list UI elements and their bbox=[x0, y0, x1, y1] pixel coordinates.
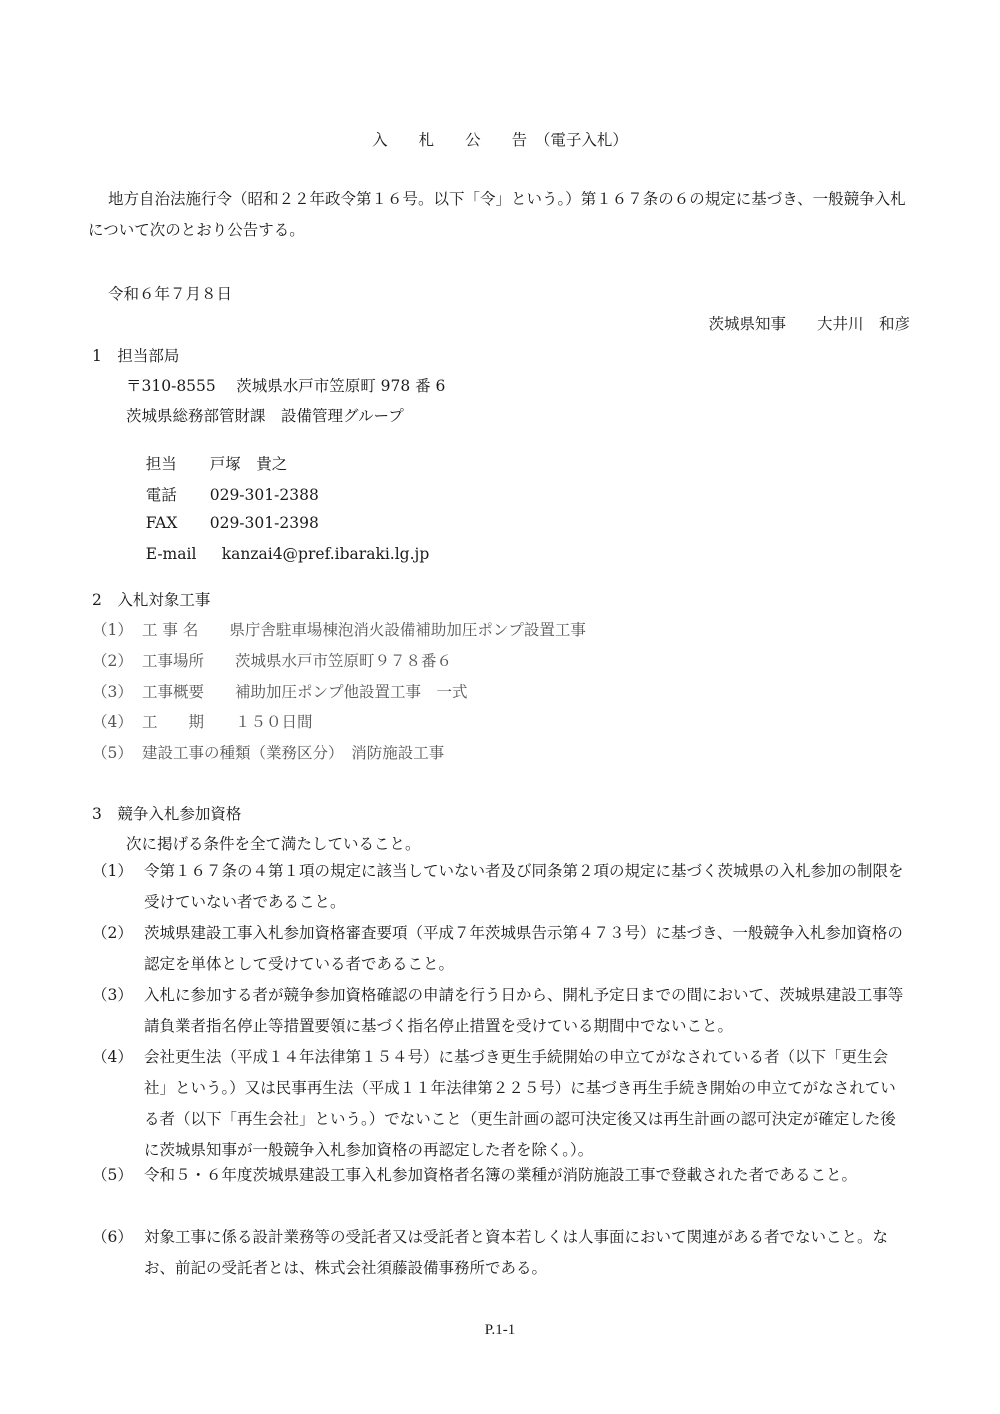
email-label: E-mail bbox=[145, 545, 197, 563]
condition-number: （1） bbox=[92, 862, 133, 880]
fax-label: FAX bbox=[145, 514, 178, 532]
item-number: （1） bbox=[92, 621, 133, 639]
item-number: （3） bbox=[92, 683, 133, 701]
item-number: （4） bbox=[92, 713, 133, 731]
condition-text: 令第１６７条の４第１項の規定に該当していない者及び同条第２項の規定に基づく茨城県の入札参加の制限を受けていない者であること。 bbox=[144, 862, 904, 911]
section-3-lead: 次に掲げる条件を全て満たしていること。 bbox=[126, 835, 421, 853]
eligibility-condition bbox=[92, 1222, 912, 1284]
department-name: 茨城県総務部管財課 設備管理グループ bbox=[126, 407, 404, 425]
item-text: 工事概要 補助加圧ポンプ他設置工事 一式 bbox=[142, 683, 468, 701]
postal-address: 〒310-8555 茨城県水戸市笠原町 978 番 6 bbox=[126, 377, 446, 395]
project-item bbox=[92, 649, 452, 671]
project-item bbox=[92, 680, 468, 702]
section-1-heading: 1 担当部局 bbox=[92, 347, 180, 365]
contact-value: 戸塚 貴之 bbox=[209, 455, 288, 473]
project-item bbox=[92, 618, 586, 640]
page-number: P.1-1 bbox=[484, 1322, 516, 1338]
condition-number: （3） bbox=[92, 986, 133, 1004]
document-title: 入 札 公 告 （電子入札） bbox=[372, 131, 628, 149]
condition-number: （4） bbox=[92, 1048, 133, 1066]
condition-number: （2） bbox=[92, 924, 133, 942]
condition-text: 会社更生法（平成１４年法律第１５４号）に基づき更生手続開始の申立てがなされている者（以下「更生会社」という。）又は民事再生法（平成１１年法律第２２５号）に基づき再生手続き開始の申立てがなされている者（以下「再生会社」という。）でないこと（更生計画の認可決定後又は再生計画の認可決定が確定した後に茨城県知事が一般競争入札参加資格の再認定した者を除く。）。 bbox=[144, 1048, 896, 1159]
eligibility-condition bbox=[92, 1042, 912, 1166]
email-row bbox=[126, 527, 429, 581]
eligibility-condition bbox=[92, 918, 912, 980]
section-3-heading: 3 競争入札参加資格 bbox=[92, 805, 242, 823]
project-item bbox=[92, 710, 313, 732]
phone-value: 029-301-2388 bbox=[209, 486, 319, 504]
item-text: 工 期 １５０日間 bbox=[142, 713, 313, 731]
condition-number: （6） bbox=[92, 1228, 133, 1246]
item-text: 工事場所 茨城県水戸市笠原町９７８番６ bbox=[142, 652, 453, 670]
item-text: 建設工事の種類（業務区分） 消防施設工事 bbox=[142, 744, 445, 762]
condition-text: 令和５・６年度茨城県建設工事入札参加資格者名簿の業種が消防施設工事で登載された者であること。 bbox=[144, 1166, 858, 1184]
section-2-heading: 2 入札対象工事 bbox=[92, 591, 211, 609]
condition-text: 対象工事に係る設計業務等の受託者又は受託者と資本若しくは人事面において関連がある者でないこと。なお、前記の受託者とは、株式会社須藤設備事務所である。 bbox=[144, 1228, 889, 1277]
phone-label: 電話 bbox=[145, 486, 177, 504]
issuer-signature: 茨城県知事 大井川 和彦 bbox=[708, 315, 910, 333]
contact-label: 担当 bbox=[145, 455, 177, 473]
eligibility-condition bbox=[92, 980, 912, 1042]
announcement-date: 令和６年７月８日 bbox=[108, 285, 233, 303]
item-number: （5） bbox=[92, 744, 133, 762]
item-text: 工 事 名 県庁舎駐車場棟泡消火設備補助加圧ポンプ設置工事 bbox=[142, 621, 586, 639]
condition-number: （5） bbox=[92, 1166, 133, 1184]
condition-text: 茨城県建設工事入札参加資格審査要項（平成７年茨城県告示第４７３号）に基づき、一般競争入札参加資格の認定を単体として受けている者であること。 bbox=[144, 924, 903, 973]
project-item bbox=[92, 741, 444, 763]
fax-value: 029-301-2398 bbox=[209, 514, 319, 532]
email-value: kanzai4@pref.ibaraki.lg.jp bbox=[221, 545, 430, 563]
eligibility-condition bbox=[92, 1160, 912, 1191]
item-number: （2） bbox=[92, 652, 133, 670]
eligibility-condition bbox=[92, 856, 912, 918]
intro-paragraph: 地方自治法施行令（昭和２２年政令第１６号。以下「令」という。）第１６７条の６の規定に基づき、一般競争入札について次のとおり公告する。 bbox=[88, 190, 906, 239]
condition-text: 入札に参加する者が競争参加資格確認の申請を行う日から、開札予定日までの間において、茨城県建設工事等請負業者指名停止等措置要領に基づく指名停止措置を受けている期間中でないこと。 bbox=[144, 986, 904, 1035]
